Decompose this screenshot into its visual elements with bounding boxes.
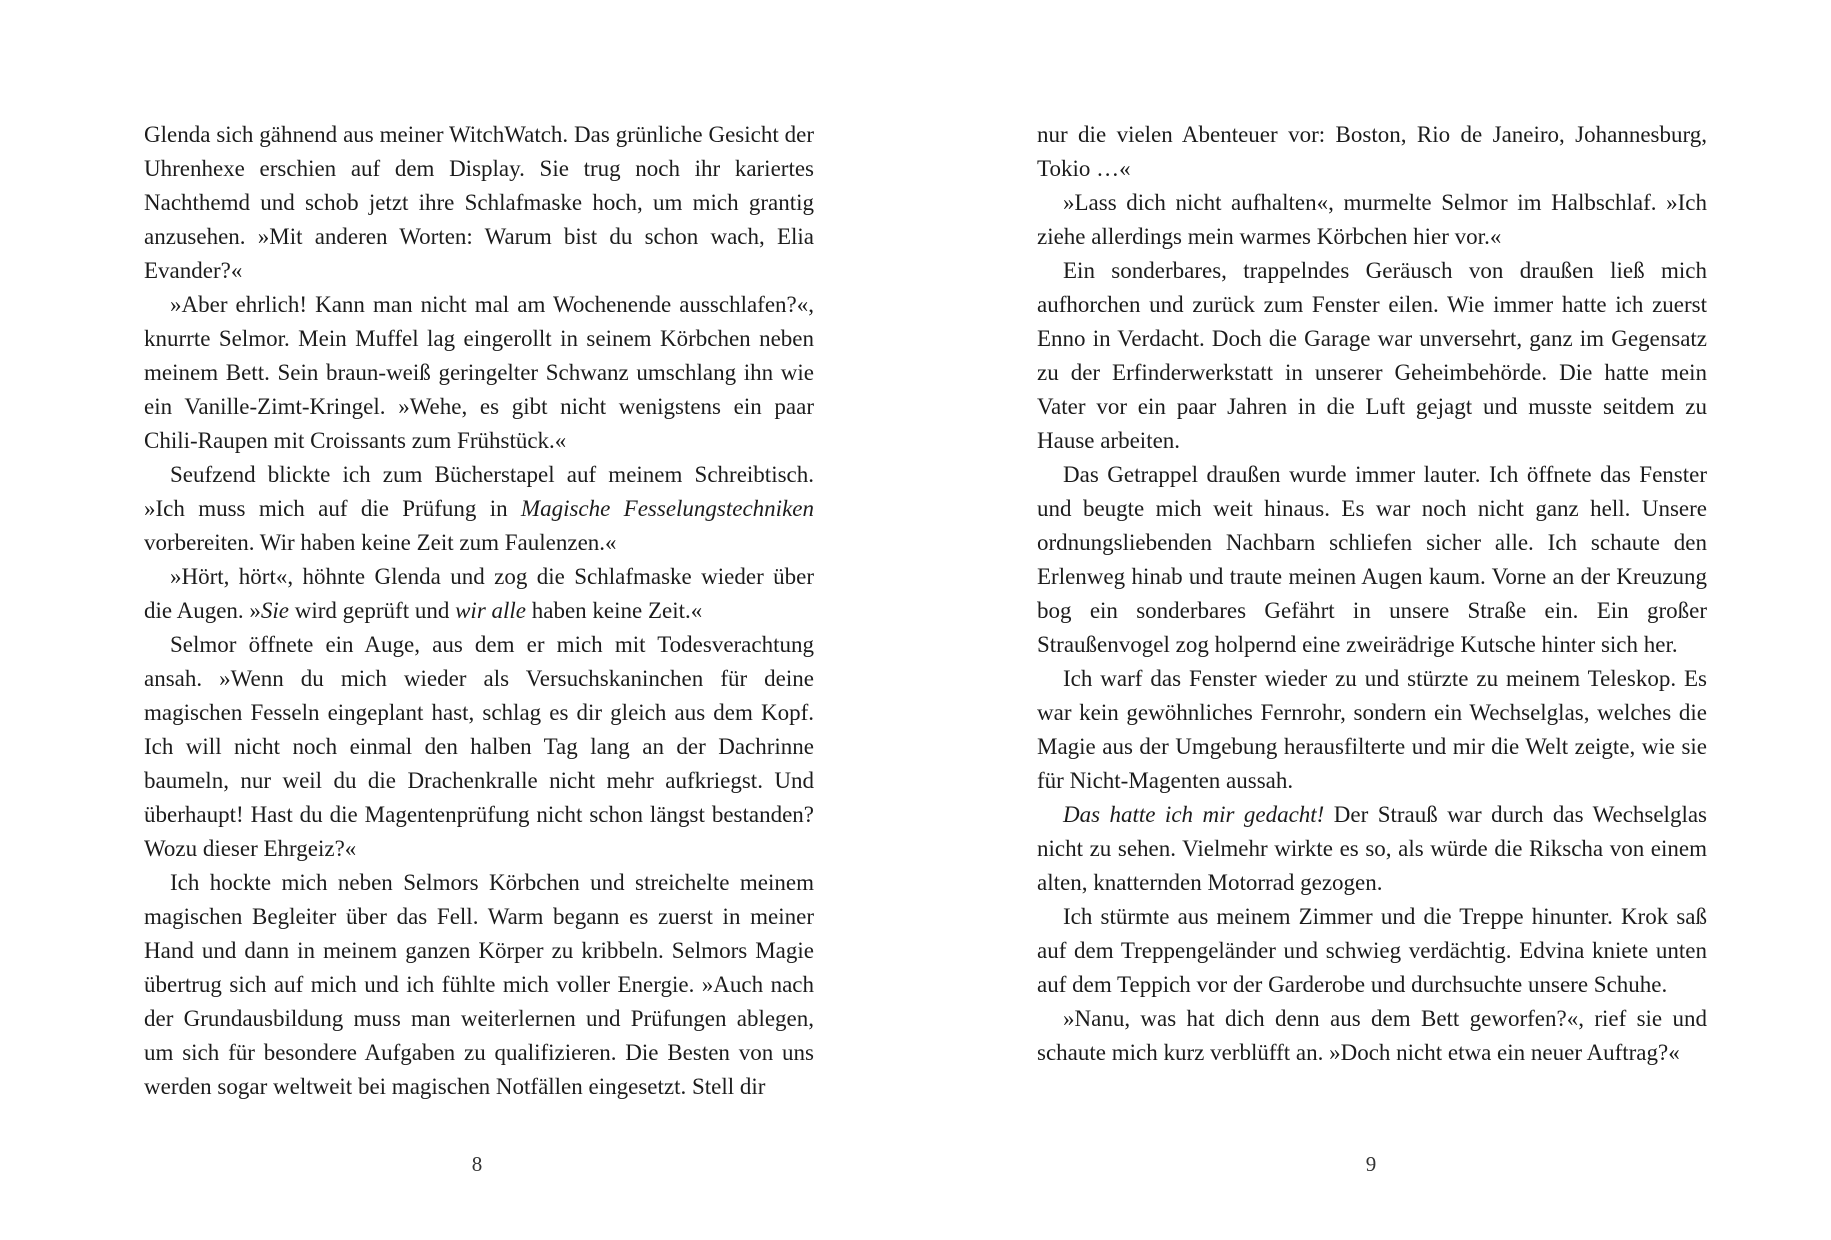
page-number-left: 8	[471, 1152, 483, 1176]
emphasis: wir alle	[455, 598, 527, 623]
paragraph: Das Getrappel draußen wurde immer lauter. Ich öffnete das Fenster und beugte mich weit hinaus. Es war noch nicht ganz hell. Unsere ordnungsliebenden Nachbarn schliefen sicher alle. Ich schaute den Erlenweg hinab und traute meinen Augen kaum. Vorne an der Kreuzung bog ein sonderbares Gefährt in unsere Straße ein. Ein großer Straußenvogel zog holpernd eine zweirädrige Kutsche hinter sich her.	[1037, 462, 1707, 657]
book-title-emphasis: Magische Fesselungstechniken	[520, 496, 814, 521]
paragraph: Ich hockte mich neben Selmors Körbchen und streichelte meinem magischen Begleiter über das Fell. Warm begann es zuerst in meiner Hand und dann in meinem ganzen Körper zu kribbeln. Selmors Magie übertrug sich auf mich und ich fühlte mich voller Energie. »Auch nach der Grundausbildung muss man weiterlernen und Prüfungen ablegen, um sich für besondere Aufgaben zu qualifizieren. Die Besten von uns werden sogar weltweit bei magischen Notfällen eingesetzt. Stell dir	[144, 870, 814, 1099]
paragraph: Ein sonderbares, trappelndes Geräusch von draußen ließ mich aufhorchen und zurück zum Fenster eilen. Wie immer hatte ich zuerst Enno in Verdacht. Doch die Garage war unversehrt, ganz im Gegensatz zu der Erfinderwerkstatt in unserer Geheimbehörde. Die hatte mein Vater vor ein paar Jahren in die Luft gejagt und musste seitdem zu Hause arbeiten.	[1037, 258, 1707, 453]
emphasis: Sie	[260, 598, 290, 623]
right-page	[1037, 118, 1707, 1070]
paragraph: »Aber ehrlich! Kann man nicht mal am Wochenende ausschlafen?«, knurrte Selmor. Mein Muffel lag eingerollt in seinem Körbchen neben meinem Bett. Sein braun-weiß geringelter Schwanz umschlang ihn wie ein Vanille-Zimt-Kringel. »Wehe, es gibt nicht wenigstens ein paar Chili-Raupen mit Croissants zum Frühstück.«	[144, 292, 814, 453]
paragraph: Ich warf das Fenster wieder zu und stürzte zu meinem Teleskop. Es war kein gewöhnliches Fernrohr, sondern ein Wechselglas, welches die Magie aus der Umgebung herausfilterte und mir die Welt zeigte, wie sie für Nicht-Magenten aussah.	[1037, 666, 1707, 793]
paragraph: Selmor öffnete ein Auge, aus dem er mich mit Todesverachtung ansah. »Wenn du mich wieder als Versuchskaninchen für deine magischen Fesseln eingeplant hast, schlag es dir gleich aus dem Kopf. Ich will nicht noch einmal den halben Tag lang an der Dachrinne baumeln, nur weil du die Drachenkralle nicht mehr aufkriegst. Und überhaupt! Hast du die Magentenprüfung nicht schon längst bestanden? Wozu dieser Ehrgeiz?«	[144, 632, 814, 861]
paragraph: »Lass dich nicht aufhalten«, murmelte Selmor im Halbschlaf. »Ich ziehe allerdings mein warmes Körbchen hier vor.«	[1037, 190, 1707, 249]
text-run: haben keine Zeit.«	[526, 598, 703, 623]
left-page-text	[144, 118, 814, 1104]
paragraph: »Nanu, was hat dich denn aus dem Bett geworfen?«, rief sie und schaute mich kurz verblüfft an. »Doch nicht etwa ein neuer Auftrag?«	[1037, 1006, 1707, 1065]
text-run: »Hört, hört«, höhnte Glenda und zog die Schlafmaske wieder über die Augen. »	[144, 564, 814, 623]
left-page	[144, 118, 814, 1104]
right-page-text	[1037, 118, 1707, 1070]
paragraph: Ich stürmte aus meinem Zimmer und die Treppe hinunter. Krok saß auf dem Treppengeländer und schwieg verdächtig. Edvina kniete unten auf dem Teppich vor der Garderobe und durchsuchte unsere Schuhe.	[1037, 904, 1707, 997]
paragraph: Glenda sich gähnend aus meiner WitchWatch. Das grünliche Gesicht der Uhrenhexe erschien auf dem Display. Sie trug noch ihr kariertes Nachthemd und schob jetzt ihre Schlafmaske hoch, um mich grantig anzusehen. »Mit anderen Worten: Warum bist du schon wach, Elia Evander?«	[144, 122, 814, 283]
text-run: wird geprüft und	[289, 598, 456, 623]
paragraph: nur die vielen Abenteuer vor: Boston, Rio de Janeiro, Johannesburg, Tokio …«	[1037, 122, 1707, 181]
text-run: Seufzend blickte ich zum Bücherstapel auf meinem Schreibtisch. »Ich muss mich auf die Prüfung in	[144, 462, 814, 521]
paragraph	[144, 560, 814, 628]
text-run: Der Strauß war durch das Wechselglas nicht zu sehen. Vielmehr wirkte es so, als würde die Rikscha von einem alten, knatternden Motorrad gezogen.	[1037, 802, 1707, 895]
text-run: vorbereiten. Wir haben keine Zeit zum Faulenzen.«	[144, 530, 617, 555]
page-number-right: 9	[1365, 1152, 1377, 1176]
paragraph	[1037, 798, 1707, 900]
paragraph	[144, 458, 814, 560]
emphasis: Das hatte ich mir gedacht!	[1063, 802, 1325, 827]
